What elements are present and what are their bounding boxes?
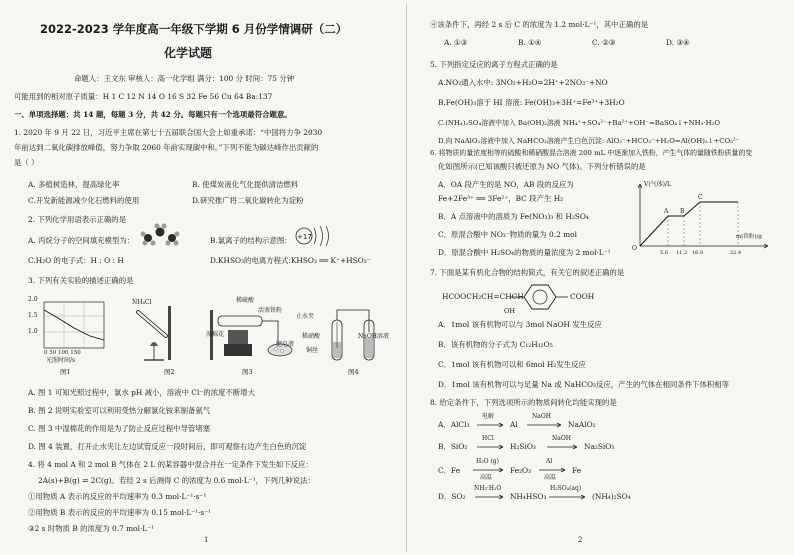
q6-graph-point-c: C xyxy=(698,194,703,201)
q4-item-1: ①用物质 A 表示的反应的平均速率为 0.3 mol·L⁻¹·s⁻¹ xyxy=(28,492,207,501)
q8-a-end: NaAlO₂ xyxy=(568,420,596,429)
fig1-ticks: 0 50 100 150 xyxy=(44,350,81,356)
fig4-label-b: 稀硝酸 xyxy=(302,333,321,340)
page-right xyxy=(418,6,784,552)
q6-option-b: B．A 点溶液中的溶质为 Fe(NO₃)₃ 和 H₂SO₄ xyxy=(438,212,589,221)
q2-option-d: D.KHSO₃的电离方程式:KHSO₃ ══ K⁺+HSO₃⁻ xyxy=(210,256,371,265)
q8-b-start: B．SiO₂ xyxy=(438,442,468,451)
q6-graph-ylabel: V(气体)/L xyxy=(644,181,672,188)
q1-line-3: 是（ ） xyxy=(14,158,39,167)
atomic-mass-line: 可能用到的相对原子质量：H 1 C 12 N 14 O 16 S 32 Fe 56 Cu 64 Ba:137 xyxy=(14,92,273,101)
q3-option-a: A. 图 1 可知光照过程中，氯水 pH 减小，溶液中 Cl⁻的浓度不断增大 xyxy=(28,388,255,397)
q8-a-cond1: 电解 xyxy=(482,413,495,420)
q2-option-b: B.氯离子的结构示意图： xyxy=(210,236,292,245)
q8-d-start: D．SO₂ xyxy=(438,492,466,501)
q6-graph-point-b: B xyxy=(680,208,685,215)
q8-c-end: Fe xyxy=(572,466,582,475)
fig1-y-mid: 1.5 xyxy=(28,312,38,319)
fig4-label-a: 止水夹 xyxy=(296,313,315,320)
q6-graph-point-a: A xyxy=(664,208,669,215)
q7-option-c: C．1mol 该有机物可以和 6mol H₂发生反应 xyxy=(438,360,586,369)
q2-option-c: C.H₂O 的电子式：H : O : H xyxy=(28,256,124,265)
q1-option-b: B. 使煤炭液化气化提供清洁燃料 xyxy=(192,180,299,189)
q8-a-start: A．AlCl₃ xyxy=(438,420,470,429)
q3-stem: 3. 下列有关实验的描述正确的是 xyxy=(28,276,134,285)
fig1-y-low: 1.0 xyxy=(28,328,38,335)
q8-c-cond1: H₂O (g) xyxy=(476,458,499,465)
q8-b-mid: H₂SiO₃ xyxy=(510,442,536,451)
q7-structure-oh: OH xyxy=(504,307,515,315)
q1-line-1: 1. 2020 年 9 月 22 日，习近平主席在第七十五届联合国大会上如重承诺：“中国将力争 2030 xyxy=(14,128,323,137)
fig4-label-d: NaOH溶液 xyxy=(358,333,389,340)
fig1-caption: 光照时间/s xyxy=(46,357,76,364)
q8-a-arrow-2 xyxy=(526,422,564,428)
q4-option-d: D. ③④ xyxy=(666,38,690,47)
section-one-heading: 一、单项选择题：共 14 题，每题 3 分，共 42 分。每题只有一个选项最符合题意。 xyxy=(14,110,292,119)
fig3-label-a: 活塞铁粉 xyxy=(258,307,283,314)
q4-option-b: B. ①④ xyxy=(518,38,542,47)
q4-option-c: C. ②③ xyxy=(592,38,616,47)
q3-option-b: B. 图 2 说明实验室可以利用受热分解氯化铵来制备氨气 xyxy=(28,406,211,415)
q7-option-d: D．1mol 该有机物可以与足量 Na 或 NaHCO₃反应，产生的气体在相同条件下体积相等 xyxy=(438,380,730,389)
q4-item-2: ②用物质 B 表示的反应的平均速率为 0.15 mol·L⁻¹·s⁻¹ xyxy=(28,508,212,517)
q6-option-d: D．原混合酸中 H₂SO₄的物质的量浓度为 2 mol·L⁻¹ xyxy=(438,248,611,257)
q8-b-arrow-1 xyxy=(476,444,506,450)
q7-structure-left: HCOOCH₂CH=CHCH xyxy=(442,292,524,301)
q8-c-cond2-below: 高温 xyxy=(544,474,557,481)
q6-option-a: A．OA 段产生的是 NO，AB 段的反应为 xyxy=(438,180,574,189)
q8-stem: 8. 给定条件下，下列选项所示的物质间转化均能实现的是 xyxy=(430,398,617,407)
q5-stem: 5. 下列指定反应的离子方程式正确的是 xyxy=(430,60,558,69)
q1-option-c: C.开发新能源减少化石燃料的使用 xyxy=(28,196,140,205)
q5-option-a: A.NO₂通入水中: 3NO₂+H₂O=2H⁺+2NO₃⁻+NO xyxy=(438,78,608,87)
fig4-label: 图4 xyxy=(348,368,359,376)
figure-2-apparatus xyxy=(130,302,186,366)
q6-option-a2: Fe+2Fe³⁺ ══ 3Fe²⁺，BC 段产生 H₂ xyxy=(438,194,564,203)
q8-c-start: C．Fe xyxy=(438,466,461,475)
propane-model-figure xyxy=(140,222,184,246)
svg-text:+17: +17 xyxy=(297,233,312,241)
fig1-label: 图1 xyxy=(60,368,71,376)
q8-c-cond1-below: 高温 xyxy=(480,474,493,481)
q4-item-4: ④该条件下，再经 2 s 后 C 的浓度为 1.2 mol·L⁻¹，其中正确的是 xyxy=(430,20,649,29)
q8-c-mid: Fe₂O₃ xyxy=(510,466,532,475)
q8-d-cond1: NH₃·H₂O xyxy=(474,485,502,492)
q8-a-mid: Al xyxy=(510,420,518,429)
q7-structure-right: COOH xyxy=(570,292,595,301)
q5-option-b: B.Fe(OH)₃溶于 HI 溶液: Fe(OH)₃+3H⁺=Fe³⁺+3H₂O xyxy=(438,98,625,107)
chloride-ion-diagram xyxy=(292,224,334,248)
q6-gas-volume-graph xyxy=(628,180,778,258)
q2-option-a: A. 丙烷分子的空间填充模型为： xyxy=(28,236,135,245)
q1-option-d: D.研究推广将二氧化碳转化为淀粉 xyxy=(192,196,304,205)
q8-c-cond2: Al xyxy=(546,458,553,465)
fig3-label-c: 肥皂液 xyxy=(276,341,295,348)
fig3-label: 图3 xyxy=(242,368,253,376)
fig1-y-top: 2.0 xyxy=(28,296,38,303)
page-number-left: 1 xyxy=(204,536,209,544)
q6-option-c: C．原混合酸中 NO₃⁻物质的量为 0.2 mol xyxy=(438,230,577,239)
q8-d-arrow-1 xyxy=(474,494,506,500)
q8-d-cond2: H₂SO₄(aq) xyxy=(550,485,582,492)
fig2-label: 图2 xyxy=(164,368,175,376)
q6-graph-tick-4: 22.4 xyxy=(730,250,742,256)
q6-graph-origin: O xyxy=(632,245,637,252)
q1-line-2: 年前达到二氧化碳排放峰值，努力争取 2060 年前实现碳中和。”下列不能为碳达峰作出贡献的 xyxy=(14,143,319,152)
q2-stem: 2. 下列化学用语表示正确的是 xyxy=(28,215,127,224)
q8-b-cond1: HCl xyxy=(482,435,494,442)
q4-option-a: A. ①③ xyxy=(444,38,468,47)
author-line: 命题人：王文东 审核人：高一化学组 满分：100 分 时间：75 分钟 xyxy=(74,74,295,83)
q8-b-cond2: NaOH xyxy=(552,435,571,442)
q6-graph-tick-1: 5.6 xyxy=(660,250,668,256)
q8-a-arrow-1 xyxy=(476,422,506,428)
q8-b-end: Na₂SiO₃ xyxy=(584,442,615,451)
page-left xyxy=(14,6,402,552)
q4-item-3: ③2 s 时物质 B 的浓度为 0.7 mol·L⁻¹ xyxy=(28,524,155,533)
q5-option-c: C.(NH₄)₂SO₄溶液中加入 Ba(OH)₂溶液 NH₄⁺+SO₄²⁻+Ba²⁺+OH⁻=BaSO₄↓+NH₃·H₂O xyxy=(438,119,721,127)
q8-d-end: (NH₄)₂SO₄ xyxy=(592,492,631,501)
q8-d-mid: NH₄HSO₃ xyxy=(510,492,547,501)
fig2-nh4cl-label: NH₄Cl xyxy=(132,299,152,306)
fig4-label-c: 铜丝 xyxy=(306,347,319,354)
fig3-label-b: 湿棉花 xyxy=(206,331,225,338)
q7-option-b: B．该有机物的分子式为 C₁₂H₁₂O₅ xyxy=(438,340,553,349)
exam-subtitle: 化学试题 xyxy=(164,46,213,60)
fig3-label-top: 稀硫酸 xyxy=(236,297,255,304)
q8-a-cond2: NaOH xyxy=(532,413,551,420)
q6-line-2: 化如图所示(已知该酸只被还原为 NO 气体)。下列分析错误的是 xyxy=(438,162,646,171)
q8-d-arrow-2 xyxy=(548,494,588,500)
q3-option-d: D. 图 4 装置，打开止水夹让左边试管反应一段时间后，即可观察右边产生白色的沉淀 xyxy=(28,442,307,451)
q6-graph-xlabel: m(铁粉)/g xyxy=(736,234,762,240)
q6-graph-tick-2: 11.2 xyxy=(676,250,688,256)
q6-graph-tick-3: 16.8 xyxy=(692,250,704,256)
q1-option-a: A. 多植树造林，提高绿化率 xyxy=(28,180,120,189)
q8-b-arrow-2 xyxy=(546,444,580,450)
page-divider xyxy=(406,4,407,552)
q4-line-1: 4. 将 4 mol A 和 2 mol B 气体在 2 L 的某容器中混合并在一定条件下发生如下反应： xyxy=(28,460,313,469)
page-number-right: 2 xyxy=(578,536,583,544)
q7-stem: 7. 下面是某有机化合物的结构简式，有关它的叙述正确的是 xyxy=(430,268,625,277)
q5-option-d: D.向 NaAlO₂溶液中加入 NaHCO₃溶液产生白色沉淀: AlO₂⁻+HCO₃⁻+H₂O=Al(OH)₃↓+CO₃²⁻ xyxy=(438,137,740,145)
q7-benzene-ring xyxy=(510,282,570,314)
q6-line-1: 6. 将物质的量浓度相等的硫酸和稀硝酸混合溶液 200 mL 中逐渐加入铁粉，产生气体的量随铁粉质量的变 xyxy=(430,149,753,157)
q3-option-c: C. 图 3 中湿棉花的作用是为了防止反应过程中导管堵塞 xyxy=(28,424,211,433)
exam-title: 2022-2023 学年度高一年级下学期 6 月份学情调研（二） xyxy=(40,22,348,36)
q7-option-a: A．1mol 该有机物可以与 3mol NaOH 发生反应 xyxy=(438,320,602,329)
q4-line-2: 2A(s)+B(g) ⇌ 2C(g)。若经 2 s 后测得 C 的浓度为 0.6 mol·L⁻¹，下列几种说法： xyxy=(38,476,315,485)
